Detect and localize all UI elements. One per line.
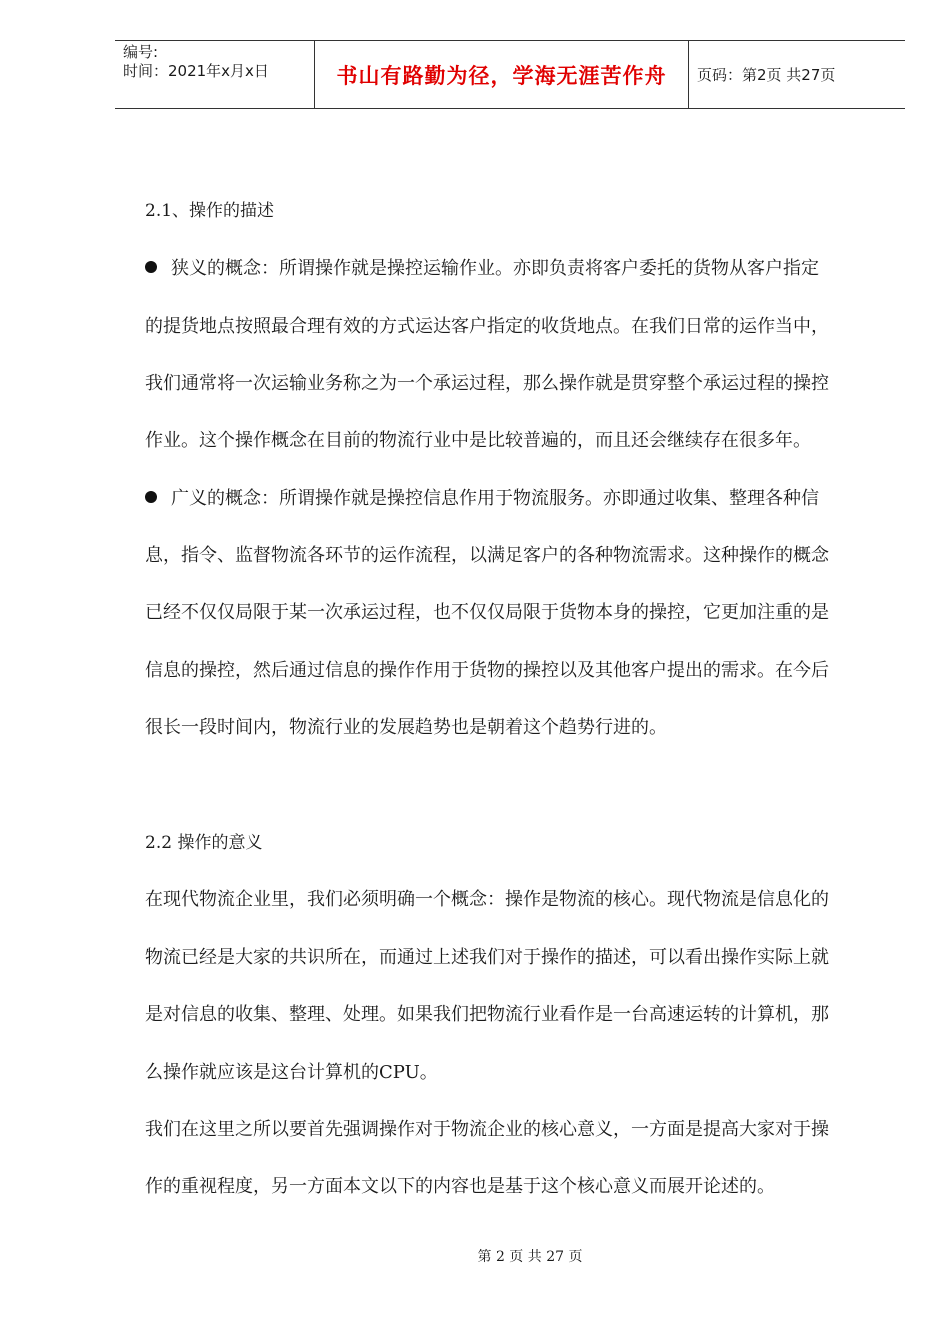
paragraph-line: 我们通常将一次运输业务称之为一个承运过程，那么操作就是贯穿整个承运过程的操控 — [145, 373, 829, 394]
paragraph-line: 么操作就应该是这台计算机的CPU。 — [145, 1062, 438, 1083]
header-page-label: 页码：第2页 共27页 — [697, 66, 836, 84]
paragraph-line: 很长一段时间内，物流行业的发展趋势也是朝着这个趋势行进的。 — [145, 717, 667, 738]
paragraph-line: 的提货地点按照最合理有效的方式运达客户指定的收货地点。在我们日常的运作当中， — [145, 316, 829, 337]
paragraph-line: 狭义的概念：所谓操作就是操控运输作业。亦即负责将客户委托的货物从客户指定 — [145, 254, 819, 280]
section-heading-2-2: 2.2 操作的意义 — [145, 833, 263, 853]
time-label: 时间：2021年x月x日 — [123, 62, 269, 80]
header-meta — [115, 41, 315, 108]
number-label: 编号: — [123, 43, 159, 61]
paragraph-line: 已经不仅仅局限于某一次承运过程，也不仅仅局限于货物本身的操控，它更加注重的是 — [145, 602, 829, 623]
section-heading-2-1: 2.1、操作的描述 — [145, 201, 275, 221]
paragraph-line: 作的重视程度，另一方面本文以下的内容也是基于这个核心意义而展开论述的。 — [145, 1176, 775, 1197]
paragraph-line: 我们在这里之所以要首先强调操作对于物流企业的核心意义，一方面是提高大家对于操 — [145, 1119, 829, 1140]
bullet-icon — [145, 261, 157, 273]
paragraph-line: 广义的概念：所谓操作就是操控信息作用于物流服务。亦即通过收集、整理各种信 — [145, 484, 819, 510]
paragraph-line: 作业。这个操作概念在目前的物流行业中是比较普遍的，而且还会继续存在很多年。 — [145, 430, 811, 451]
paragraph-line: 息，指令、监督物流各环节的运作流程，以满足客户的各种物流需求。这种操作的概念 — [145, 545, 829, 566]
header-motto: 书山有路勤为径，学海无涯苦作舟 — [315, 41, 689, 108]
page-header — [115, 40, 905, 109]
paragraph-line: 物流已经是大家的共识所在，而通过上述我们对于操作的描述，可以看出操作实际上就 — [145, 947, 829, 968]
paragraph-line: 信息的操控，然后通过信息的操作作用于货物的操控以及其他客户提出的需求。在今后 — [145, 660, 829, 681]
paragraph-line: 是对信息的收集、整理、处理。如果我们把物流行业看作是一台高速运转的计算机，那 — [145, 1004, 829, 1025]
paragraph-line: 在现代物流企业里，我们必须明确一个概念：操作是物流的核心。现代物流是信息化的 — [145, 889, 829, 910]
bullet-icon — [145, 491, 157, 503]
page-footer: 第 2 页 共 27 页 — [477, 1249, 583, 1265]
